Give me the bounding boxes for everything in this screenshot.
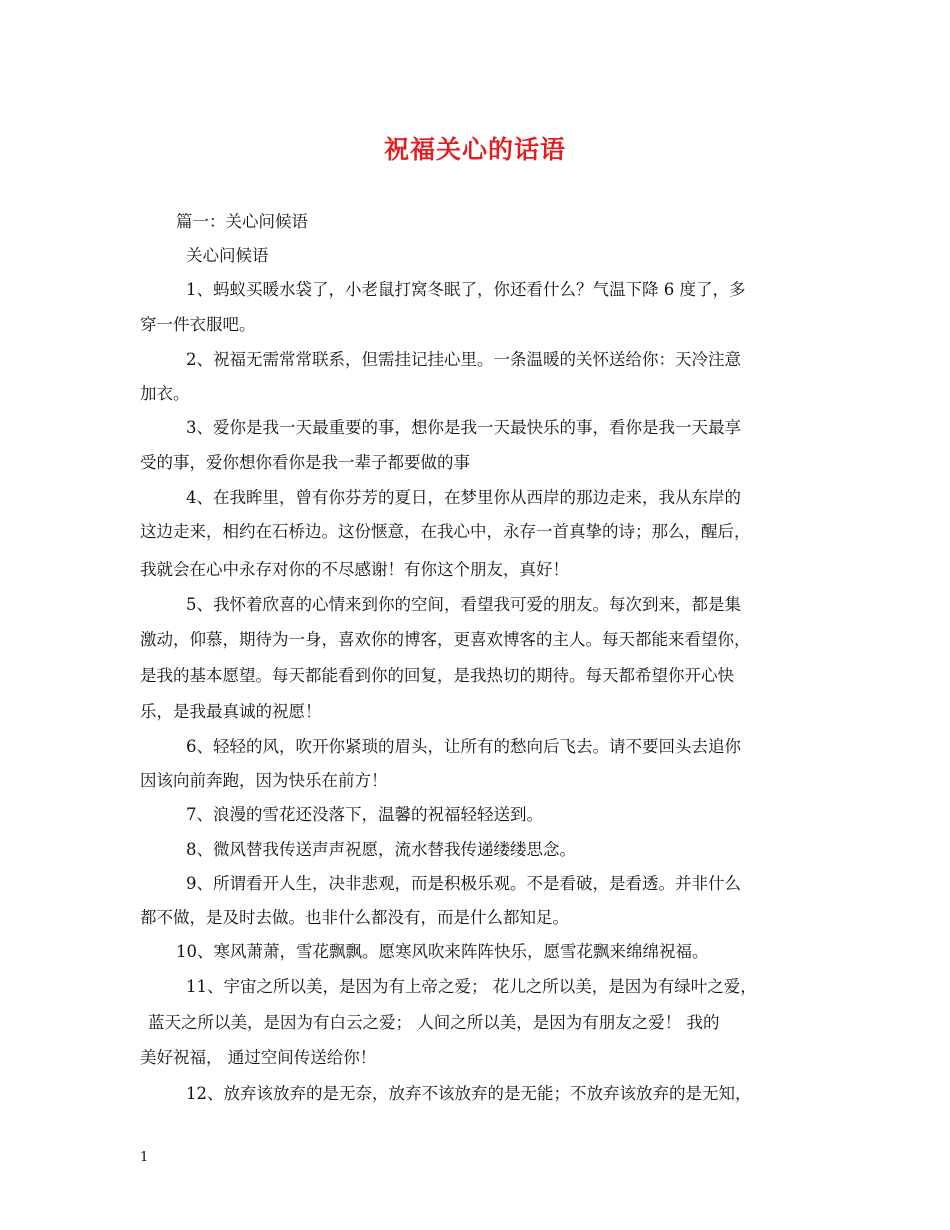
paragraph-line: 11、宇宙之所以美，是因为有上帝之爱； 花儿之所以美，是因为有绿叶之爱， [186, 977, 757, 996]
paragraph-line: 蓝天之所以美，是因为有白云之爱； 人间之所以美，是因为有朋友之爱！ 我的 [148, 1013, 720, 1032]
page-number: 1 [140, 1150, 149, 1165]
paragraph-line: 因该向前奔跑，因为快乐在前方！ [140, 771, 388, 790]
paragraph-line: 3、爱你是我一天最重要的事，想你是我一天最快乐的事，看你是我一天最享 [186, 418, 741, 437]
paragraph-line: 受的事，爱你想你看你是我一辈子都要做的事 [140, 453, 470, 472]
paragraph-line: 9、所谓看开人生，决非悲观，而是积极乐观。不是看破，是看透。并非什么 [186, 874, 741, 893]
paragraph-line: 美好祝福， 通过空间传送给你！ [140, 1048, 377, 1067]
document-title: 祝福关心的话语 [383, 135, 566, 164]
paragraph-line: 5、我怀着欣喜的心情来到你的空间，看望我可爱的朋友。每次到来，都是集 [186, 595, 741, 614]
paragraph-line: 我就会在心中永存对你的不尽感谢！有你这个朋友，真好！ [140, 560, 569, 579]
sub-heading: 关心问候语 [186, 246, 269, 265]
paragraph-line: 4、在我眸里，曾有你芬芳的夏日，在梦里你从西岸的那边走来，我从东岸的 [186, 488, 741, 507]
paragraph-line: 2、祝福无需常常联系，但需挂记挂心里。一条温暖的关怀送给你：天冷注意 [186, 350, 741, 369]
paragraph-line: 7、浪漫的雪花还没落下，温馨的祝福轻轻送到。 [186, 805, 543, 824]
paragraph-line: 10、寒风萧萧，雪花飘飘。愿寒风吹来阵阵快乐，愿雪花飘来绵绵祝福。 [176, 942, 709, 961]
paragraph-line: 12、放弃该放弃的是无奈，放弃不该放弃的是无能；不放弃该放弃的是无知， [186, 1084, 752, 1103]
paragraph-line: 激动，仰慕，期待为一身，喜欢你的博客，更喜欢博客的主人。每天都能来看望你， [140, 630, 751, 649]
paragraph-line: 8、微风替我传送声声祝愿，流水替我传递缕缕思念。 [186, 840, 576, 859]
paragraph-line: 穿一件衣服吧。 [140, 315, 256, 334]
paragraph-line: 加衣。 [140, 384, 190, 403]
paragraph-line: 都不做，是及时去做。也非什么都没有，而是什么都知足。 [140, 908, 569, 927]
section-heading: 篇一：关心问候语 [176, 212, 308, 231]
paragraph-line: 这边走来，相约在石桥边。这份惬意，在我心中，永存一首真挚的诗；那么，醒后， [140, 522, 751, 541]
paragraph-line: 是我的基本愿望。每天都能看到你的回复，是我热切的期待。每天都希望你开心快 [140, 666, 734, 685]
paragraph-line: 乐，是我最真诚的祝愿！ [140, 702, 322, 721]
paragraph-line: 1、蚂蚁买暖水袋了，小老鼠打窝冬眠了，你还看什么？气温下降 6 度了，多 [186, 280, 746, 299]
paragraph-line: 6、轻轻的风，吹开你紧琐的眉头，让所有的愁向后飞去。请不要回头去追你 [186, 737, 741, 756]
